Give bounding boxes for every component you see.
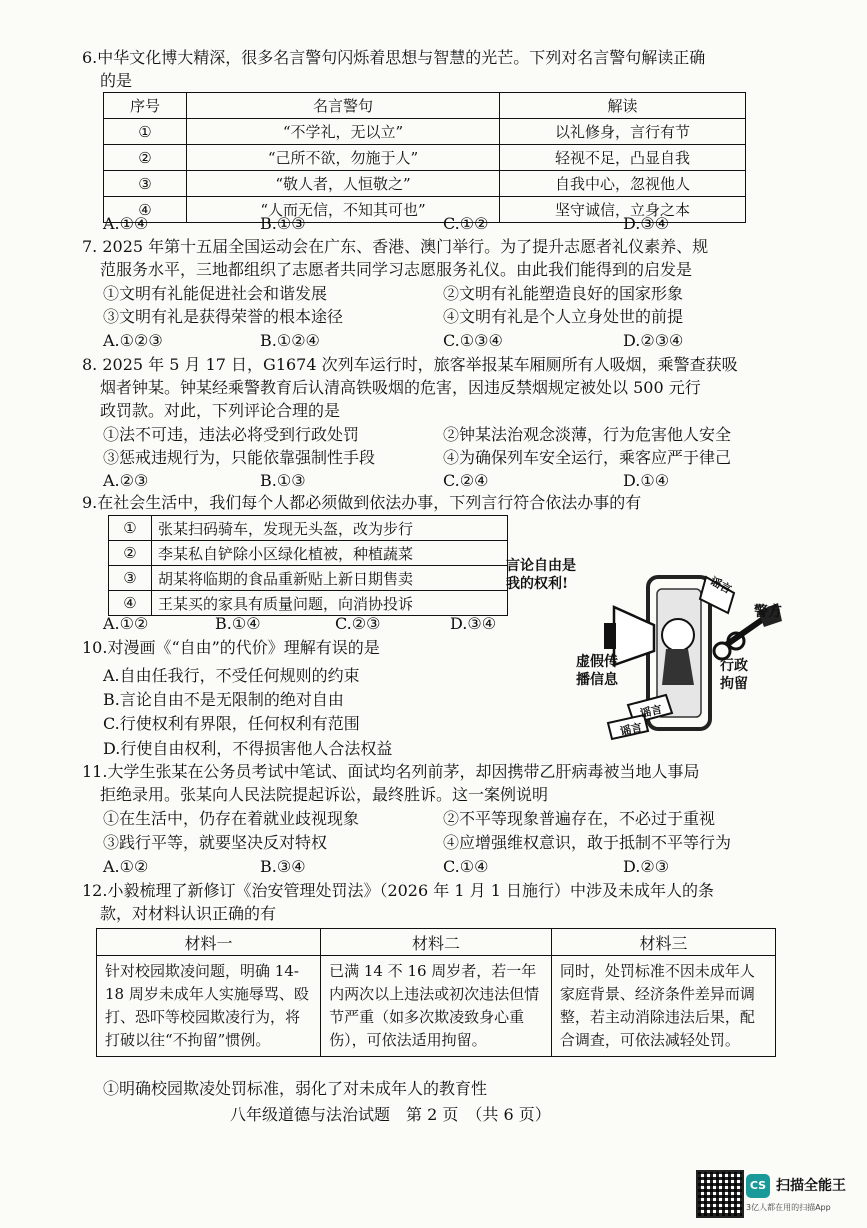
table-row (104, 119, 746, 145)
q9-table (108, 515, 508, 616)
q12-header-material-1: 材料一 (97, 929, 321, 956)
q7-item-3: ③文明有礼是获得荣誉的根本途径 (103, 307, 344, 326)
q11-item-4: ④应增强维权意识，敢于抵制不平等行为 (443, 833, 732, 852)
scanner-tagline: 3亿人都在用的扫描App (746, 1203, 831, 1212)
q11-item-1: ①在生活中，仍存在着就业歧视现象 (103, 809, 360, 828)
cartoon-speech-line1: 言论自由是 (506, 558, 576, 574)
cartoon-detention-line1: 行政 (720, 658, 748, 674)
q8-stem-line3: 政罚款。对此，下列评论合理的是 (100, 401, 341, 420)
q6-cell: “人而无信，不知其可也” (187, 197, 500, 223)
q11-item-2: ②不平等现象普遍存在，不必过于重视 (443, 809, 716, 828)
q8-stem-line2: 烟者钟某。钟某经乘警教育后认清高铁吸烟的危害，因违反禁烟规定被处以 500 元行 (100, 378, 701, 397)
q6-cell: ③ (104, 171, 187, 197)
table-row (109, 516, 508, 541)
q6-option-b: B.①③ (260, 214, 306, 233)
q9-option-b: B.①④ (215, 614, 261, 633)
q9-cell: ③ (109, 566, 152, 591)
q7-option-b: B.①②④ (260, 331, 320, 350)
q9-cell: ② (109, 541, 152, 566)
qr-code-icon (696, 1170, 744, 1218)
q6-header-index: 序号 (104, 93, 187, 119)
q6-cell: ② (104, 145, 187, 171)
q9-cell: ④ (109, 591, 152, 616)
cartoon-false-info-line2: 播信息 (576, 672, 618, 688)
table-row (109, 566, 508, 591)
q10-option-c: C.行使权利有界限，任何权利有范围 (103, 714, 360, 733)
q6-option-c: C.①② (443, 214, 489, 233)
q12-stem-line2: 款，对材料认识正确的有 (100, 904, 277, 923)
q6-cell: “不学礼，无以立” (187, 119, 500, 145)
cartoon-rumor-tag: 谣言 (708, 574, 734, 597)
q12-item-1: ①明确校园欺凌处罚标准，弱化了对未成年人的教育性 (103, 1079, 488, 1098)
q6-cell: ① (104, 119, 187, 145)
cartoon-speech (506, 557, 576, 593)
q9-stem: 9.在社会生活中，我们每个人都必须做到依法办事，下列言行符合依法办事的有 (82, 493, 642, 512)
q9-cell: ① (109, 516, 152, 541)
q7-option-d: D.②③④ (623, 331, 684, 350)
q12-stem-line1: 12.小毅梳理了新修订《治安管理处罚法》（2026 年 1 月 1 日施行）中涉及未成年人的条 (82, 881, 714, 900)
q9-cell: 王某买的家具有质量问题，向消协投诉 (152, 591, 508, 616)
q6-cell: ④ (104, 197, 187, 223)
q8-option-d: D.①④ (623, 471, 670, 490)
q12-material-2-text: 已满 14 不 16 周岁者，若一年内两次以上违法或初次违法但情节严重（如多次欺凌致身心重伤），可依法适用拘留。 (321, 956, 552, 1057)
table-row (104, 171, 746, 197)
q8-item-3: ③惩戒违规行为，只能依靠强制性手段 (103, 448, 376, 467)
q10-option-d: D.行使自由权利，不得损害他人合法权益 (103, 739, 393, 758)
q9-option-c: C.②③ (335, 614, 381, 633)
cartoon-false-info (576, 653, 618, 689)
q7-item-2: ②文明有礼能塑造良好的国家形象 (443, 284, 684, 303)
q6-stem-line1: 6.中华文化博大精深，很多名言警句闪烁着思想与智慧的光芒。下列对名言警句解读正确 (82, 48, 706, 67)
q12-header-material-2: 材料二 (321, 929, 552, 956)
table-row (97, 956, 776, 1057)
q11-item-3: ③践行平等，就要坚决反对特权 (103, 833, 328, 852)
q9-cell: 李某私自铲除小区绿化植被，种植蔬菜 (152, 541, 508, 566)
cartoon-rumor-tag-2: 谣言 (638, 702, 664, 721)
scanner-watermark (696, 1170, 856, 1222)
q8-option-b: B.①③ (260, 471, 306, 490)
q11-option-a: A.①② (103, 857, 149, 876)
q6-cell: 以礼修身，言行有节 (500, 119, 746, 145)
q11-option-c: C.①④ (443, 857, 489, 876)
scanner-app-name: 扫描全能王 (776, 1178, 846, 1194)
q6-header-quote: 名言警句 (187, 93, 500, 119)
cartoon-rumor-tag-3: 谣言 (618, 720, 644, 739)
q10-option-a: A.自由任我行，不受任何规则的约束 (103, 666, 360, 685)
q11-option-d: D.②③ (623, 857, 670, 876)
q9-cell: 张某扫码骑车，发现无头盔，改为步行 (152, 516, 508, 541)
q7-stem-line1: 7. 2025 年第十五届全国运动会在广东、香港、澳门举行。为了提升志愿者礼仪素养、规 (82, 237, 709, 256)
page-footer: 八年级道德与法治试题 第 2 页 （共 6 页） (230, 1105, 551, 1124)
q9-option-a: A.①② (103, 614, 149, 633)
q10-option-b: B.言论自由不是无限制的绝对自由 (103, 690, 344, 709)
q6-option-d: D.③④ (623, 214, 670, 233)
q12-material-3-text: 同时，处罚标准不因未成年人家庭背景、经济条件差异而调整，若主动消除违法后果，配合调查，可依法减轻处罚。 (551, 956, 775, 1057)
q7-option-a: A.①②③ (103, 331, 163, 350)
q6-cell: 自我中心，忽视他人 (500, 171, 746, 197)
q12-materials-table (96, 928, 776, 1057)
q7-stem-line2: 范服务水平，三地都组织了志愿者共同学习志愿服务礼仪。由此我们能得到的启发是 (100, 260, 693, 279)
q6-table (103, 92, 746, 223)
cartoon-speech-line2: 我的权利! (506, 576, 569, 592)
q6-cell: 轻视不足，凸显自我 (500, 145, 746, 171)
cartoon-detention (720, 657, 748, 693)
q8-item-2: ②钟某法治观念淡薄，行为危害他人安全 (443, 425, 732, 444)
q8-item-4: ④为确保列车安全运行，乘客应严于律己 (443, 448, 732, 467)
q7-item-1: ①文明有礼能促进社会和谐发展 (103, 284, 328, 303)
q8-option-a: A.②③ (103, 471, 149, 490)
q11-stem-line2: 拒绝录用。张某向人民法院提起诉讼，最终胜诉。这一案例说明 (100, 785, 549, 804)
table-row (109, 541, 508, 566)
table-row (104, 145, 746, 171)
q6-cell: “敬人者，人恒敬之” (187, 171, 500, 197)
q9-cell: 胡某将临期的食品重新贴上新日期售卖 (152, 566, 508, 591)
q10-stem: 10.对漫画《“自由”的代价》理解有误的是 (82, 638, 380, 657)
q6-option-a: A.①④ (103, 214, 149, 233)
camscanner-logo-icon: CS (746, 1174, 770, 1198)
q11-option-b: B.③④ (260, 857, 306, 876)
q6-header-interpretation: 解读 (500, 93, 746, 119)
freedom-cartoon (506, 555, 796, 755)
q12-material-1-text: 针对校园欺凌问题，明确 14-18 周岁未成年人实施辱骂、殴打、恐吓等校园欺凌行为，将打破以往“不拘留”惯例。 (97, 956, 321, 1057)
cartoon-police-label: 警方 (754, 604, 782, 620)
q9-option-d: D.③④ (450, 614, 497, 633)
q6-cell: 坚守诚信，立身之本 (500, 197, 746, 223)
q8-stem-line1: 8. 2025 年 5 月 17 日，G1674 次列车运行时，旅客举报某车厢厕所有人吸烟，乘警查获吸 (82, 355, 738, 374)
q6-cell: “己所不欲，勿施于人” (187, 145, 500, 171)
q12-header-material-3: 材料三 (551, 929, 775, 956)
q11-stem-line1: 11.大学生张某在公务员考试中笔试、面试均名列前茅，却因携带乙肝病毒被当地人事局 (82, 762, 700, 781)
cartoon-false-info-line1: 虚假传 (576, 654, 618, 670)
q8-option-c: C.②④ (443, 471, 489, 490)
q6-stem-line2: 的是 (100, 71, 133, 90)
q7-option-c: C.①③④ (443, 331, 503, 350)
cartoon-detention-line2: 拘留 (720, 676, 748, 692)
q8-item-1: ①法不可违，违法必将受到行政处罚 (103, 425, 360, 444)
table-row (109, 591, 508, 616)
q7-item-4: ④文明有礼是个人立身处世的前提 (443, 307, 684, 326)
